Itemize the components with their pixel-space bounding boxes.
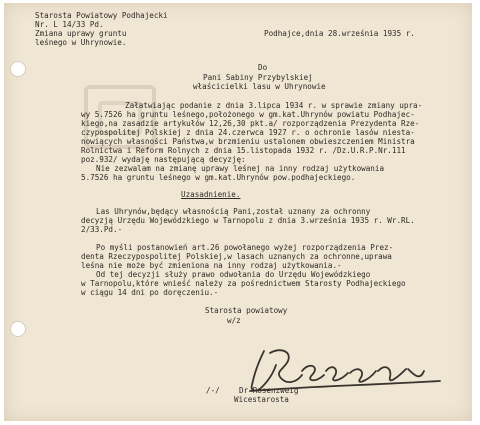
justification-line: 2/33.Pd.-: [81, 225, 123, 234]
justification-line: Od tej decyzji służy prawo odwołania do Urzędu Wojewódzkiego: [96, 270, 371, 279]
decision-line: 5.7526 ha gruntu leśnego w gm.kat.Uhrynów pow.podhajeckiego.: [81, 173, 356, 182]
decision-line: Nie zezwalam na zmianę uprawy leśnej na inny rodzaj użytkowania: [96, 164, 385, 173]
justification-heading: Uzasadnienie.: [181, 190, 241, 199]
recipient-role: właścicielki lasu w Uhrynowie: [193, 82, 326, 91]
office-name: Starosta Powiatowy Podhajecki: [35, 11, 168, 20]
justification-line: denta Rzeczypospolitej Polskiej,w lasach uznanych za ochronne,uprawa: [81, 252, 392, 261]
justification-line: leśna nie może być zmieniona na inny rodzaj użytkowania.-: [81, 261, 342, 270]
justification-line: w Tarnopolu,które wnieść należy za pośrednictwem Starosty Podhajeckiego: [81, 279, 406, 288]
handwritten-signature: [240, 341, 450, 399]
justification-line: decyzją Urzędu Wojewódzkiego w Tarnopolu z dnia 3.września 1935 r. Wr.RL.: [81, 216, 415, 225]
justification-line: w ciągu 14 dni po doręczeniu.-: [81, 288, 219, 297]
closing-title: Starosta powiatowy: [205, 306, 288, 315]
recipient-to: Do: [258, 63, 268, 72]
body-line: wy 5.7526 ha gruntu leśnego,położonego w gm.kat.Uhrynów powiatu Podhajec-: [81, 110, 415, 119]
closing-marker: /-/: [206, 386, 220, 395]
justification-line: Las Uhrynów,będący własnością Pani,został uznany za ochronny: [96, 207, 371, 216]
justification-line: Po myśli postanowień art.26 powołanego wyżej rozporządzenia Prez-: [96, 243, 394, 252]
body-line: poz.932/ wydaję następującą decyzję:: [81, 155, 246, 164]
subject-line: Zmiana uprawy gruntu: [35, 29, 127, 38]
place-date: Podhajce,dnia 28.września 1935 r.: [264, 29, 415, 38]
signatory-role: Wicestarosta: [234, 395, 289, 404]
body-line: Rolnictwa i Reform Rolnych z dnia 15.listopada 1932 r. /Dz.U.R.P.Nr.111: [81, 146, 406, 155]
body-line: Załatwiając podanie z dnia 3.lipca 1934 r. w sprawie zmiany upra-: [125, 101, 423, 110]
subject-line: leśnego w Uhrynowie.: [35, 38, 127, 47]
reference-number: Nr. L 14/33 Pd.: [35, 20, 104, 29]
recipient-name: Pani Sabiny Przybylskiej: [203, 73, 313, 82]
body-line: czypospolitej Polskiej z dnia 24.czerwca 1927 r. o ochronie lasów niesta-: [81, 128, 415, 137]
signatory-name: Dr Rosenzweig: [239, 386, 299, 395]
punch-hole: [10, 321, 26, 337]
punch-hole: [10, 61, 26, 77]
body-line: nowiących własności Państwa,w brzmieniu ustalonem obwieszczeniem Ministra: [81, 137, 415, 146]
document-sheet: [4, 3, 472, 421]
body-line: kiego,na zasadzie artykułów 12,26,30 pkt.a/ rozporządzenia Prezydenta Rze-: [81, 119, 420, 128]
closing-wz: w/z: [227, 316, 241, 325]
